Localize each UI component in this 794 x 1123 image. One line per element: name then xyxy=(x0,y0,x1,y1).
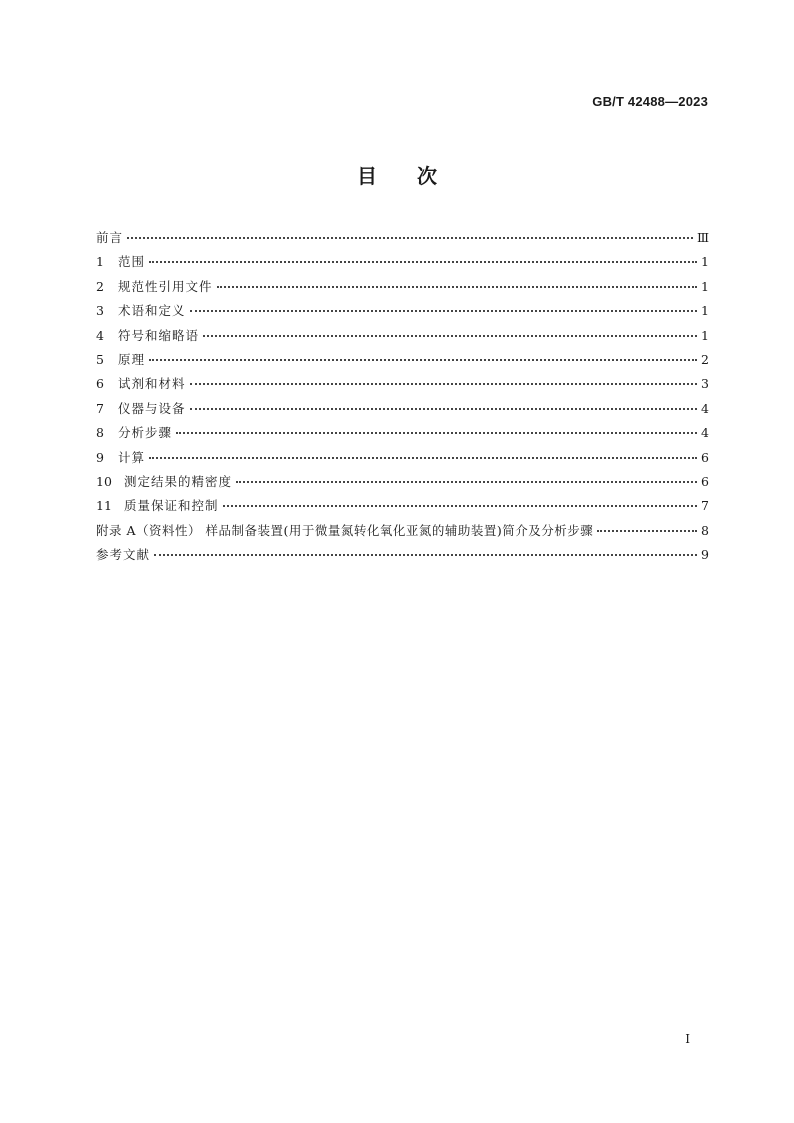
toc-entry-label: 试剂和材料 xyxy=(118,376,186,392)
toc-entry-label: 规范性引用文件 xyxy=(118,278,213,294)
toc-entry-procedure[interactable] xyxy=(96,423,709,447)
table-of-contents xyxy=(96,228,709,569)
toc-entry-page: 3 xyxy=(701,376,709,392)
toc-leader-dots xyxy=(203,329,697,337)
toc-entry-bibliography[interactable] xyxy=(96,545,709,569)
toc-entry-symbols[interactable] xyxy=(96,326,709,350)
toc-entry-number: 11 xyxy=(96,498,112,514)
toc-leader-dots xyxy=(190,402,697,410)
toc-entry-normative-references[interactable] xyxy=(96,277,709,301)
toc-entry-scope[interactable] xyxy=(96,252,709,276)
toc-entry-page: 1 xyxy=(701,327,709,343)
toc-entry-page: 4 xyxy=(701,400,709,416)
toc-entry-foreword[interactable] xyxy=(96,228,709,252)
toc-entry-page: 2 xyxy=(701,351,709,367)
toc-entry-number: 5 xyxy=(96,351,104,367)
toc-leader-dots xyxy=(149,353,697,361)
toc-entry-label: 原理 xyxy=(118,351,146,367)
toc-title xyxy=(0,160,794,189)
toc-entry-calculation[interactable] xyxy=(96,448,709,472)
toc-entry-apparatus[interactable] xyxy=(96,399,709,423)
toc-entry-number: 7 xyxy=(96,400,104,416)
toc-entry-precision[interactable] xyxy=(96,472,709,496)
toc-entry-label: 附录 A（资料性） 样品制备装置(用于微量氮转化氧化亚氮的辅助装置)简介及分析步骤 xyxy=(96,522,594,538)
toc-entry-label: 分析步骤 xyxy=(118,425,173,441)
toc-entry-number: 10 xyxy=(96,473,112,489)
toc-title-part1: 目 xyxy=(357,164,377,188)
toc-leader-dots xyxy=(149,255,697,263)
page-number: I xyxy=(685,1032,690,1046)
toc-entry-page: 1 xyxy=(701,254,709,270)
standard-code: GB/T 42488—2023 xyxy=(592,94,708,109)
toc-entry-label: 范围 xyxy=(118,254,146,270)
toc-leader-dots xyxy=(597,524,697,532)
toc-entry-number: 4 xyxy=(96,327,104,343)
toc-leader-dots xyxy=(236,475,697,483)
toc-title-part2: 次 xyxy=(417,164,437,188)
toc-entry-label: 术语和定义 xyxy=(118,303,186,319)
toc-entry-page: 1 xyxy=(701,278,709,294)
toc-entry-number: 8 xyxy=(96,425,104,441)
toc-entry-number: 2 xyxy=(96,278,104,294)
toc-leader-dots xyxy=(127,231,693,239)
toc-leader-dots xyxy=(217,280,697,288)
toc-leader-dots xyxy=(190,377,697,385)
toc-entry-label: 测定结果的精密度 xyxy=(124,473,233,489)
toc-entry-page: 1 xyxy=(701,303,709,319)
toc-entry-label: 参考文献 xyxy=(96,547,151,563)
toc-entry-label: 仪器与设备 xyxy=(118,400,186,416)
toc-entry-number: 9 xyxy=(96,449,104,465)
toc-leader-dots xyxy=(176,426,697,434)
toc-entry-label: 质量保证和控制 xyxy=(124,498,219,514)
toc-entry-number: 1 xyxy=(96,254,104,270)
toc-leader-dots xyxy=(149,451,697,459)
toc-entry-page: 6 xyxy=(701,449,709,465)
toc-entry-terms[interactable] xyxy=(96,301,709,325)
toc-leader-dots xyxy=(223,499,697,507)
toc-leader-dots xyxy=(154,548,697,556)
toc-entry-label: 前言 xyxy=(96,230,124,245)
toc-entry-number: 6 xyxy=(96,376,104,392)
toc-entry-reagents[interactable] xyxy=(96,374,709,398)
toc-leader-dots xyxy=(190,304,697,312)
toc-entry-principle[interactable] xyxy=(96,350,709,374)
toc-entry-page: Ⅲ xyxy=(696,230,709,245)
toc-entry-label: 符号和缩略语 xyxy=(118,327,200,343)
toc-entry-page: 6 xyxy=(701,473,709,489)
toc-entry-quality-control[interactable] xyxy=(96,496,709,520)
toc-entry-number: 3 xyxy=(96,303,104,319)
toc-entry-page: 8 xyxy=(701,522,709,538)
toc-entry-page: 9 xyxy=(701,547,709,563)
toc-entry-label: 计算 xyxy=(118,449,146,465)
toc-entry-page: 4 xyxy=(701,425,709,441)
toc-entry-annex-a[interactable] xyxy=(96,521,709,545)
toc-entry-page: 7 xyxy=(701,498,709,514)
